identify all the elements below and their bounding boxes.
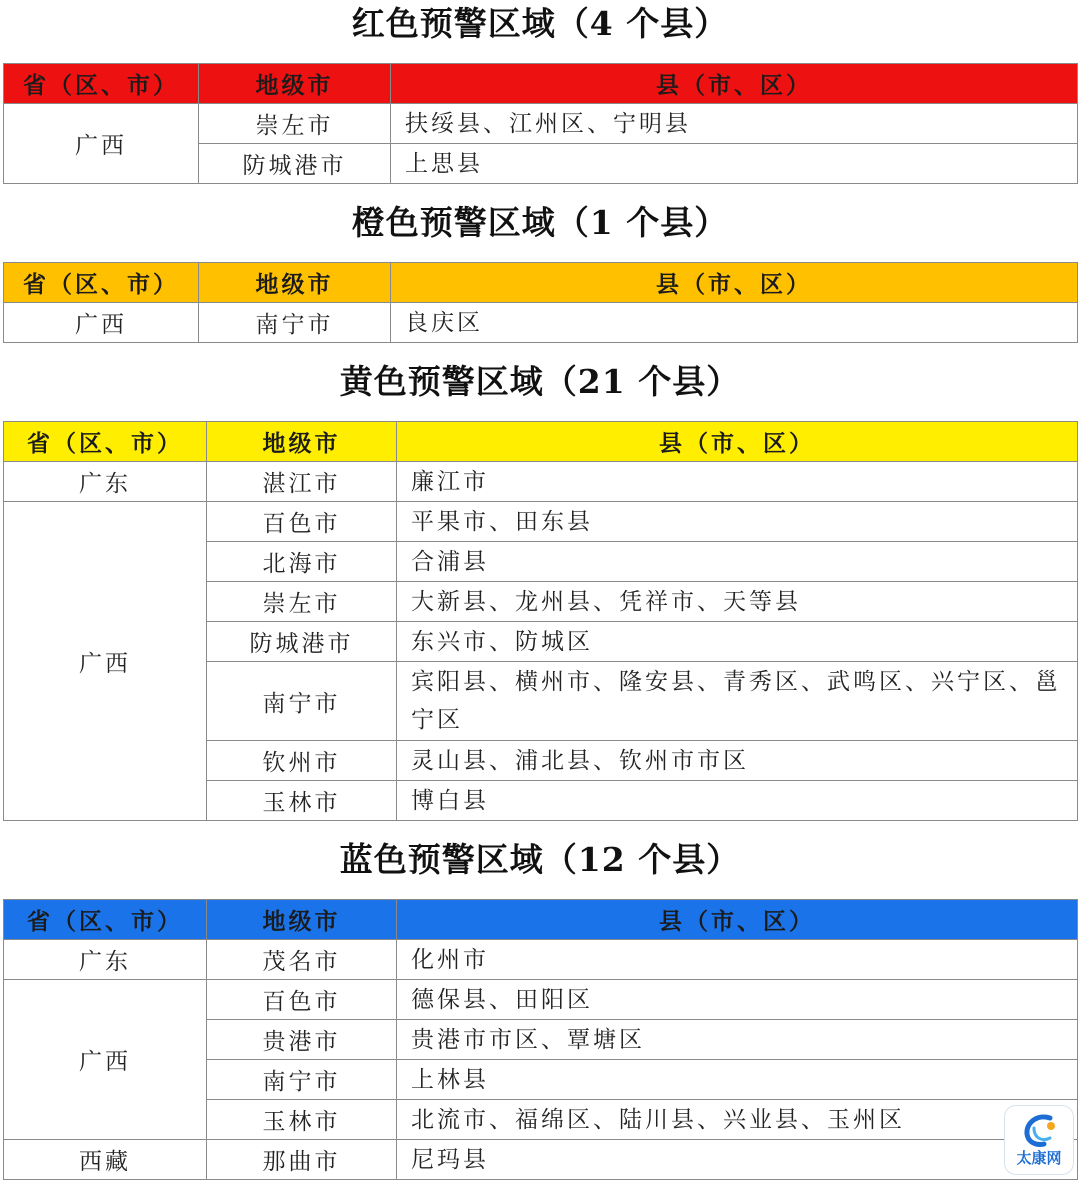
taikang-logo-icon — [1020, 1112, 1060, 1150]
city-cell: 北海市 — [207, 542, 397, 582]
county-cell: 合浦县 — [397, 542, 1078, 582]
county-cell: 德保县、田阳区 — [397, 980, 1078, 1020]
county-cell: 大新县、龙州县、凭祥市、天等县 — [397, 582, 1078, 622]
table-row — [4, 104, 1078, 144]
county-cell: 上林县 — [397, 1060, 1078, 1100]
province-cell: 广西 — [4, 502, 207, 821]
table-row — [4, 1140, 1078, 1180]
province-cell: 广东 — [4, 462, 207, 502]
header-province: 省（区、市） — [4, 64, 199, 104]
table-row — [4, 303, 1078, 343]
blue-section-title: 蓝色预警区域（12 个县） — [339, 840, 741, 879]
city-cell: 崇左市 — [207, 582, 397, 622]
city-cell: 百色市 — [207, 502, 397, 542]
table-header-row — [4, 422, 1078, 462]
table-header-row — [4, 900, 1078, 940]
header-county: 县（市、区） — [391, 263, 1078, 303]
province-cell: 广东 — [4, 940, 207, 980]
province-cell: 广西 — [4, 303, 199, 343]
header-city: 地级市 — [199, 263, 391, 303]
city-cell: 防城港市 — [207, 622, 397, 662]
header-city: 地级市 — [207, 422, 397, 462]
orange-warning-table — [3, 262, 1078, 343]
table-header-row — [4, 263, 1078, 303]
county-cell: 廉江市 — [397, 462, 1078, 502]
county-cell: 博白县 — [397, 781, 1078, 821]
watermark-text: 太康网 — [1016, 1149, 1062, 1167]
province-cell: 广西 — [4, 104, 199, 184]
table-header-row — [4, 64, 1078, 104]
province-cell: 西藏 — [4, 1140, 207, 1180]
county-cell: 上思县 — [391, 144, 1078, 184]
table-row — [4, 940, 1078, 980]
county-cell: 宾阳县、横州市、隆安县、青秀区、武鸣区、兴宁区、邕宁区 — [397, 662, 1078, 741]
city-cell: 南宁市 — [207, 1060, 397, 1100]
header-city: 地级市 — [199, 64, 391, 104]
header-province: 省（区、市） — [4, 900, 207, 940]
header-province: 省（区、市） — [4, 263, 199, 303]
city-cell: 百色市 — [207, 980, 397, 1020]
county-cell: 扶绥县、江州区、宁明县 — [391, 104, 1078, 144]
city-cell: 南宁市 — [207, 662, 397, 741]
city-cell: 茂名市 — [207, 940, 397, 980]
city-cell: 玉林市 — [207, 781, 397, 821]
province-cell: 广西 — [4, 980, 207, 1140]
county-cell: 北流市、福绵区、陆川县、兴业县、玉州区 — [397, 1100, 1078, 1140]
red-warning-table — [3, 63, 1078, 184]
county-cell: 东兴市、防城区 — [397, 622, 1078, 662]
county-cell: 尼玛县 — [397, 1140, 1078, 1180]
header-county: 县（市、区） — [397, 900, 1078, 940]
yellow-section-title: 黄色预警区域（21 个县） — [339, 362, 741, 401]
table-row — [4, 980, 1078, 1020]
city-cell: 贵港市 — [207, 1020, 397, 1060]
header-county: 县（市、区） — [391, 64, 1078, 104]
table-row — [4, 462, 1078, 502]
county-cell: 灵山县、浦北县、钦州市市区 — [397, 741, 1078, 781]
table-row — [4, 502, 1078, 542]
county-cell: 平果市、田东县 — [397, 502, 1078, 542]
red-section-title: 红色预警区域（4 个县） — [351, 4, 729, 43]
header-county: 县（市、区） — [397, 422, 1078, 462]
city-cell: 崇左市 — [199, 104, 391, 144]
city-cell: 玉林市 — [207, 1100, 397, 1140]
county-cell: 化州市 — [397, 940, 1078, 980]
header-province: 省（区、市） — [4, 422, 207, 462]
watermark-logo — [1004, 1105, 1074, 1175]
city-cell: 南宁市 — [199, 303, 391, 343]
city-cell: 那曲市 — [207, 1140, 397, 1180]
yellow-warning-table — [3, 421, 1078, 821]
city-cell: 湛江市 — [207, 462, 397, 502]
blue-warning-table — [3, 899, 1078, 1180]
header-city: 地级市 — [207, 900, 397, 940]
city-cell: 钦州市 — [207, 741, 397, 781]
county-cell: 良庆区 — [391, 303, 1078, 343]
city-cell: 防城港市 — [199, 144, 391, 184]
county-cell: 贵港市市区、覃塘区 — [397, 1020, 1078, 1060]
orange-section-title: 橙色预警区域（1 个县） — [351, 203, 729, 242]
